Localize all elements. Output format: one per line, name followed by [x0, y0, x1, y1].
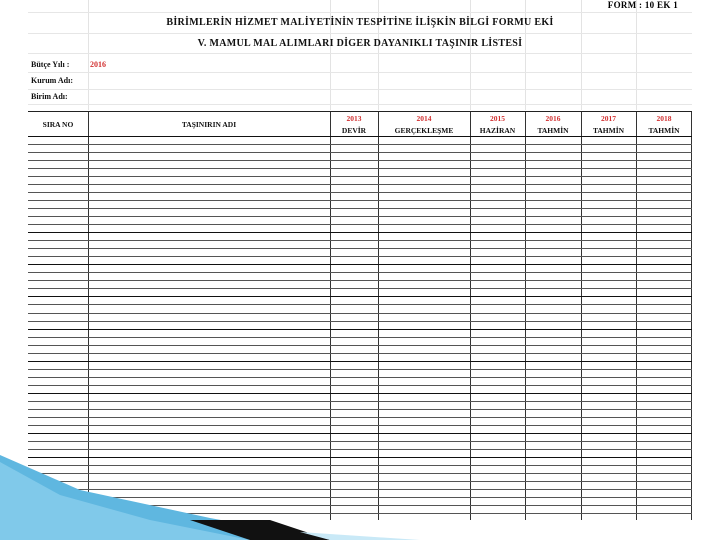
institution-label: Kurum Adı: [31, 76, 74, 85]
table-row [28, 184, 692, 185]
grid-line [28, 33, 692, 34]
header-year-2013: 2013 [346, 114, 362, 123]
header-year-2016: 2016 [545, 114, 561, 123]
table-row [28, 168, 692, 169]
budget-year-label: Bütçe Yılı : [31, 60, 70, 69]
table-row [28, 224, 692, 225]
table-row [28, 329, 692, 330]
table-row [28, 409, 692, 410]
header-label-tahmin-2018: TAHMİN [648, 126, 680, 135]
header-sira-no: SIRA NO [42, 120, 74, 129]
table-row [28, 425, 692, 426]
form-subtitle: V. MAMUL MAL ALIMLARI DİGER DAYANIKLI TAŞINIR LİSTESİ [197, 38, 523, 49]
grid-line [28, 12, 692, 13]
table-row [28, 304, 692, 305]
table-row [28, 393, 692, 394]
header-label-tahmin-2017: TAHMİN [592, 126, 625, 135]
header-year-2014: 2014 [416, 114, 432, 123]
table-row [28, 248, 692, 249]
table-row [28, 256, 692, 257]
table-row [28, 353, 692, 354]
table-row [28, 288, 692, 289]
table-row [28, 345, 692, 346]
table-row [28, 296, 692, 297]
table-row [28, 433, 692, 434]
table-row [28, 401, 692, 402]
table-row [28, 232, 692, 233]
table-row [28, 272, 692, 273]
header-year-2017: 2017 [601, 114, 616, 123]
grid-line [28, 72, 692, 73]
unit-label: Birim Adı: [31, 92, 68, 101]
header-year-2015: 2015 [490, 114, 505, 123]
header-label-tahmin-2016: TAHMİN [537, 126, 569, 135]
slide-decoration [0, 450, 720, 540]
table-row [28, 377, 692, 378]
table-row [28, 136, 692, 137]
table-row [28, 369, 692, 370]
table-row [28, 144, 692, 145]
table-row [28, 313, 692, 314]
table-row [28, 321, 692, 322]
table-row [28, 176, 692, 177]
table-row [28, 280, 692, 281]
header-label-devir: DEVİR [341, 126, 367, 135]
table-row [28, 200, 692, 201]
grid-line [28, 89, 692, 90]
table-row [28, 337, 692, 338]
form-title: BİRİMLERİN HİZMET MALİYETİNİN TESPİTİNE İLİŞKİN BİLGİ FORMU EKİ [166, 17, 554, 28]
header-year-2018: 2018 [656, 114, 672, 123]
table-row [28, 441, 692, 442]
table-row [28, 264, 692, 265]
header-label-gerceklesme: GERÇEKLEŞME [394, 126, 454, 135]
grid-line [28, 104, 692, 105]
budget-year-value: 2016 [90, 60, 106, 69]
table-row [28, 192, 692, 193]
table-row [28, 216, 692, 217]
table-row [28, 240, 692, 241]
table-row [28, 152, 692, 153]
form-sheet [28, 0, 692, 520]
header-label-haziran: HAZİRAN [479, 126, 516, 135]
form-number-label: FORM : 10 EK 1 [607, 0, 678, 10]
table-row [28, 417, 692, 418]
table-row [28, 208, 692, 209]
table-row [28, 160, 692, 161]
table-row [28, 385, 692, 386]
header-tasinir-adi: TAŞINIRIN ADI [181, 120, 237, 129]
table-row [28, 361, 692, 362]
grid-line [28, 53, 692, 54]
